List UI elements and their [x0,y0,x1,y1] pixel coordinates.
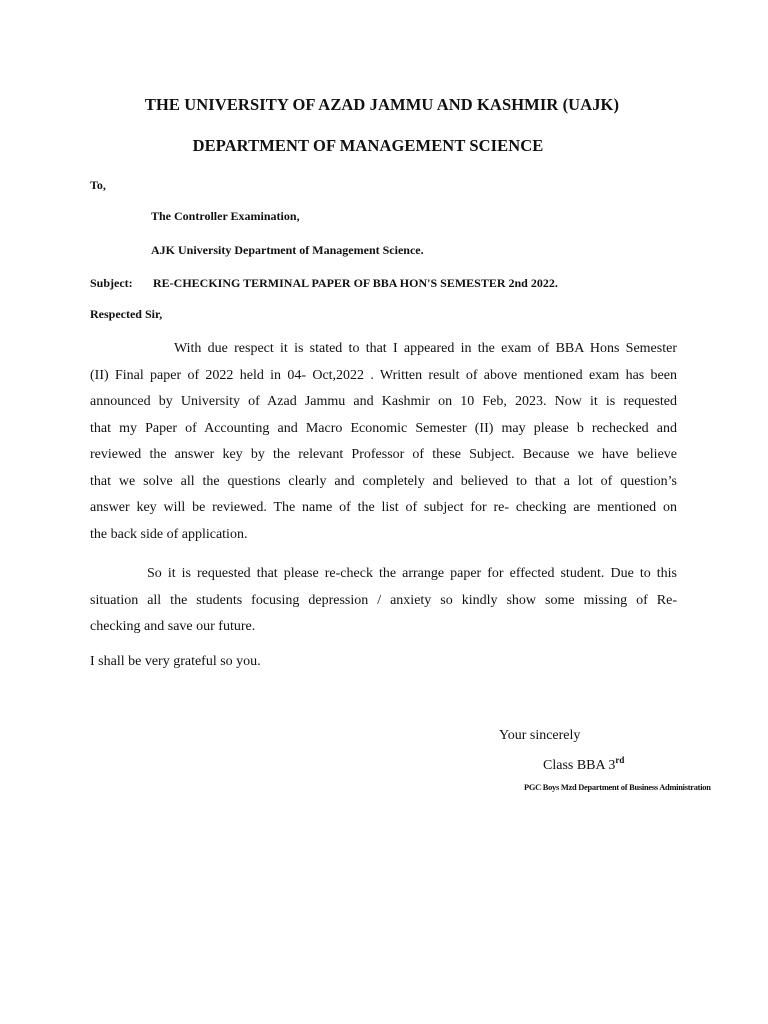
paragraph-line: that my Paper of Accounting and Macro Economic Semester (II) may please b rechecked and [90,420,677,436]
paragraph-line: answer key will be reviewed. The name of the list of subject for re- checking are mentioned on [90,500,677,515]
recipient-line-2: AJK University Department of Management Science. [151,243,424,257]
paragraph-line: situation all the students focusing depression / anxiety so kindly show some missing of Re- [90,592,677,608]
paragraph-line: With due respect it is stated to that I appeared in the exam of BBA Hons Semester [174,341,677,356]
body-paragraph-2 [90,561,677,641]
paragraph-line: the back side of application. [90,526,248,542]
paragraph-line: announced by University of Azad Jammu and Kashmir on 10 Feb, 2023. Now it is requested [90,394,677,409]
subject-text: RE-CHECKING TERMINAL PAPER OF BBA HON'S SEMESTER 2nd 2022. [153,276,558,290]
recipient-line-1: The Controller Examination, [151,209,300,223]
paragraph-line: that we solve all the questions clearly and completely and believed to that a lot of question’s [90,473,677,489]
sender-class [543,755,624,774]
sender-class-ordinal: rd [615,755,625,765]
sender-class-text: Class BBA 3 [543,758,616,773]
salutation: Respected Sir, [90,307,163,321]
closing-line: I shall be very grateful so you. [90,654,261,669]
paragraph-line: reviewed the answer key by the relevant Professor of these Subject. Because we have believe [90,447,677,462]
body-paragraph-1 [90,336,677,548]
recipient-to: To, [90,178,106,192]
paragraph-line: checking and save our future. [90,619,256,634]
paragraph-line: So it is requested that please re-check the arrange paper for effected student. Due to this [147,566,677,581]
university-heading: THE UNIVERSITY OF AZAD JAMMU AND KASHMIR (UAJK) [144,95,620,114]
sender-department: PGC Boys Mzd Department of Business Administration [524,783,711,792]
valediction: Your sincerely [499,728,581,743]
subject-label: Subject: [90,276,133,290]
paragraph-line: (II) Final paper of 2022 held in 04- Oct,2022 . Written result of above mentioned exam has been [90,367,677,383]
department-heading: DEPARTMENT OF MANAGEMENT SCIENCE [192,136,544,155]
